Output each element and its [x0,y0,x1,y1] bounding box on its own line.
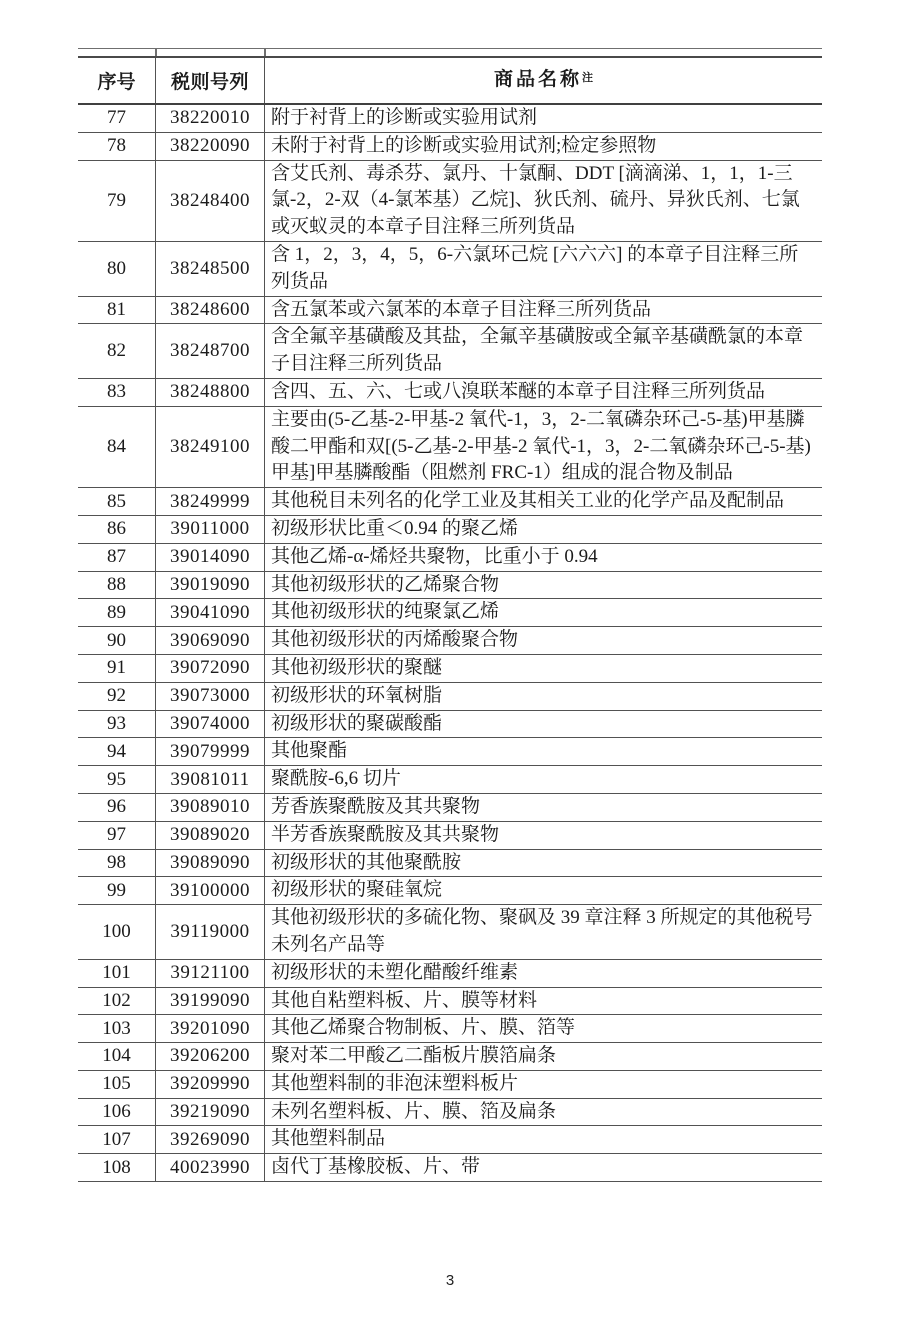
cell-serial-number: 97 [78,822,156,849]
cell-tariff-code: 39079999 [156,738,265,765]
cell-product-name: 初级形状比重＜0.94 的聚乙烯 [271,517,519,539]
cell-tariff-code: 39201090 [156,1015,265,1042]
cell-serial-number: 78 [78,133,156,160]
cell-tariff-code: 39074000 [156,711,265,738]
cell-product-name: 聚酰胺-6,6 切片 [271,768,401,790]
cell-tariff-code: 38249999 [156,488,265,515]
table-row [78,1015,822,1043]
table-row [78,877,822,905]
cell-product-name: 其他初级形状的乙烯聚合物 [271,573,500,595]
table-row [78,599,822,627]
table-row [78,655,822,683]
cell-serial-number: 90 [78,627,156,654]
cell-tariff-code: 39041090 [156,599,265,626]
cell-tariff-code: 39089010 [156,794,265,821]
table-row [78,905,822,960]
cell-product-name: 含全氟辛基磺酸及其盐，全氟辛基磺胺或全氟辛基磺酰氯的本章子目注释三所列货品 [271,326,804,375]
cell-product-name: 其他塑料制品 [271,1128,386,1150]
cell-tariff-code: 38248700 [156,324,265,378]
cell-product-name: 含五氯苯或六氯苯的本章子目注释三所列货品 [271,298,652,320]
cell-tariff-code: 38220090 [156,133,265,160]
cell-product-name: 其他塑料制的非泡沫塑料板片 [271,1072,519,1094]
cell-serial-number: 102 [78,988,156,1015]
table-row [78,1126,822,1154]
cell-product-name: 卤代丁基橡胶板、片、带 [271,1156,481,1178]
header-serial-number: 序号 [78,58,156,103]
cell-serial-number: 99 [78,877,156,904]
note-superscript: 注 [582,72,593,84]
cell-product-name: 未列名塑料板、片、膜、箔及扁条 [271,1100,557,1122]
table-row [78,572,822,600]
table-header-row [78,58,822,105]
cell-serial-number: 93 [78,711,156,738]
cell-product-name: 初级形状的聚碳酸酯 [271,712,443,734]
cell-product-name: 其他初级形状的聚醚 [271,656,443,678]
table-row [78,1071,822,1099]
cell-product-name: 其他乙烯聚合物制板、片、膜、箔等 [271,1017,576,1039]
table-row [78,379,822,407]
cell-product-name: 含四、五、六、七或八溴联苯醚的本章子目注释三所列货品 [271,380,766,402]
cell-serial-number: 77 [78,105,156,132]
cell-tariff-code: 39011000 [156,516,265,543]
table-row [78,297,822,325]
cell-product-name: 聚对苯二甲酸乙二酯板片膜箔扁条 [271,1045,557,1067]
cell-serial-number: 108 [78,1154,156,1181]
table-row [78,488,822,516]
table-row [78,960,822,988]
cell-tariff-code: 39219090 [156,1099,265,1126]
cell-serial-number: 103 [78,1015,156,1042]
table-row [78,822,822,850]
cell-serial-number: 80 [78,242,156,296]
table-row [78,242,822,297]
cell-serial-number: 104 [78,1043,156,1070]
cell-product-name: 初级形状的聚硅氧烷 [271,879,443,901]
cell-product-name: 其他聚酯 [271,740,348,762]
cell-tariff-code: 39081011 [156,766,265,793]
cell-serial-number: 105 [78,1071,156,1098]
cell-product-name: 初级形状的环氧树脂 [271,684,443,706]
cell-product-name: 未附于衬背上的诊断或实验用试剂;检定参照物 [271,134,657,156]
table-row [78,794,822,822]
cell-serial-number: 89 [78,599,156,626]
cell-product-name: 附于衬背上的诊断或实验用试剂 [271,107,538,128]
cell-serial-number: 91 [78,655,156,682]
table-row [78,1154,822,1182]
cell-product-name: 其他自粘塑料板、片、膜等材料 [271,989,538,1011]
cell-serial-number: 81 [78,297,156,324]
cell-product-name: 其他税目未列名的化学工业及其相关工业的化学产品及配制品 [271,490,785,512]
cell-product-name: 含 1，2，3，4，5，6-六氯环己烷 [六六六] 的本章子目注释三所列货品 [271,243,799,292]
table-row [78,850,822,878]
cell-tariff-code: 39206200 [156,1043,265,1070]
table-row [78,988,822,1016]
header-product-name [265,58,822,103]
cell-serial-number: 86 [78,516,156,543]
table-outer-top-rule [78,48,822,49]
header-product-name-text: 商品名称 [493,69,582,91]
cell-tariff-code: 39119000 [156,905,265,959]
table-row [78,544,822,572]
cell-product-name: 其他乙烯-α-烯烃共聚物，比重小于 0.94 [271,545,598,567]
cell-product-name: 其他初级形状的多硫化物、聚砜及 39 章注释 3 所规定的其他税号未列名产品等 [271,907,813,955]
cell-tariff-code: 39019090 [156,572,265,599]
cell-serial-number: 85 [78,488,156,515]
cell-product-name: 初级形状的未塑化醋酸纤维素 [271,961,519,983]
cell-tariff-code: 39121100 [156,960,265,987]
cell-serial-number: 101 [78,960,156,987]
cell-serial-number: 96 [78,794,156,821]
table-row [78,627,822,655]
cell-serial-number: 100 [78,905,156,959]
cell-tariff-code: 38248500 [156,242,265,296]
cell-product-name: 初级形状的其他聚酰胺 [271,851,462,873]
cell-serial-number: 82 [78,324,156,378]
table-row [78,766,822,794]
cell-tariff-code: 39072090 [156,655,265,682]
tariff-items-table [78,56,822,1182]
cell-tariff-code: 39069090 [156,627,265,654]
cell-tariff-code: 38220010 [156,105,265,132]
table-row [78,516,822,544]
table-row [78,1043,822,1071]
cell-tariff-code: 38249100 [156,407,265,487]
cell-product-name: 含艾氏剂、毒杀芬、氯丹、十氯酮、DDT [滴滴涕、1，1，1-三氯-2，2-双（4-氯苯基）乙烷]、狄氏剂、硫丹、异狄氏剂、七氯或灭蚁灵的本章子目注释三所列货品 [271,162,800,238]
cell-product-name: 半芳香族聚酰胺及其共聚物 [271,823,500,845]
cell-product-name: 其他初级形状的丙烯酸聚合物 [271,629,519,651]
cell-product-name: 芳香族聚酰胺及其共聚物 [271,795,481,817]
table-row [78,711,822,739]
cell-serial-number: 95 [78,766,156,793]
cell-product-name: 主要由(5-乙基-2-甲基-2 氧代-1，3，2-二氧磷杂环己-5-基)甲基膦酸二甲酯和双[(5-乙基-2-甲基-2 氧代-1，3，2-二氧磷杂环己-5-基)甲基]甲基膦酸酯（阻燃剂 FRC-1）组成的混合物及制品 [271,408,811,484]
cell-serial-number: 87 [78,544,156,571]
cell-tariff-code: 39269090 [156,1126,265,1153]
table-row [78,105,822,133]
cell-serial-number: 83 [78,379,156,406]
cell-serial-number: 106 [78,1099,156,1126]
cell-product-name: 其他初级形状的纯聚氯乙烯 [271,601,500,623]
cell-tariff-code: 39014090 [156,544,265,571]
cell-tariff-code: 40023990 [156,1154,265,1181]
cell-serial-number: 107 [78,1126,156,1153]
table-row [78,324,822,379]
cell-serial-number: 88 [78,572,156,599]
cell-tariff-code: 39073000 [156,683,265,710]
table-row [78,407,822,488]
page-number: 3 [445,1272,455,1289]
cell-serial-number: 94 [78,738,156,765]
table-row [78,133,822,161]
table-row [78,161,822,242]
table-body [78,105,822,1182]
cell-tariff-code: 39209990 [156,1071,265,1098]
cell-tariff-code: 39199090 [156,988,265,1015]
cell-tariff-code: 39089020 [156,822,265,849]
table-row [78,683,822,711]
cell-tariff-code: 39100000 [156,877,265,904]
cell-serial-number: 98 [78,850,156,877]
cell-tariff-code: 38248600 [156,297,265,324]
cell-tariff-code: 38248400 [156,161,265,241]
cell-serial-number: 79 [78,161,156,241]
cell-tariff-code: 39089090 [156,850,265,877]
table-row [78,738,822,766]
header-tariff-code: 税则号列 [156,58,265,103]
cell-serial-number: 84 [78,407,156,487]
table-row [78,1099,822,1127]
cell-serial-number: 92 [78,683,156,710]
cell-tariff-code: 38248800 [156,379,265,406]
